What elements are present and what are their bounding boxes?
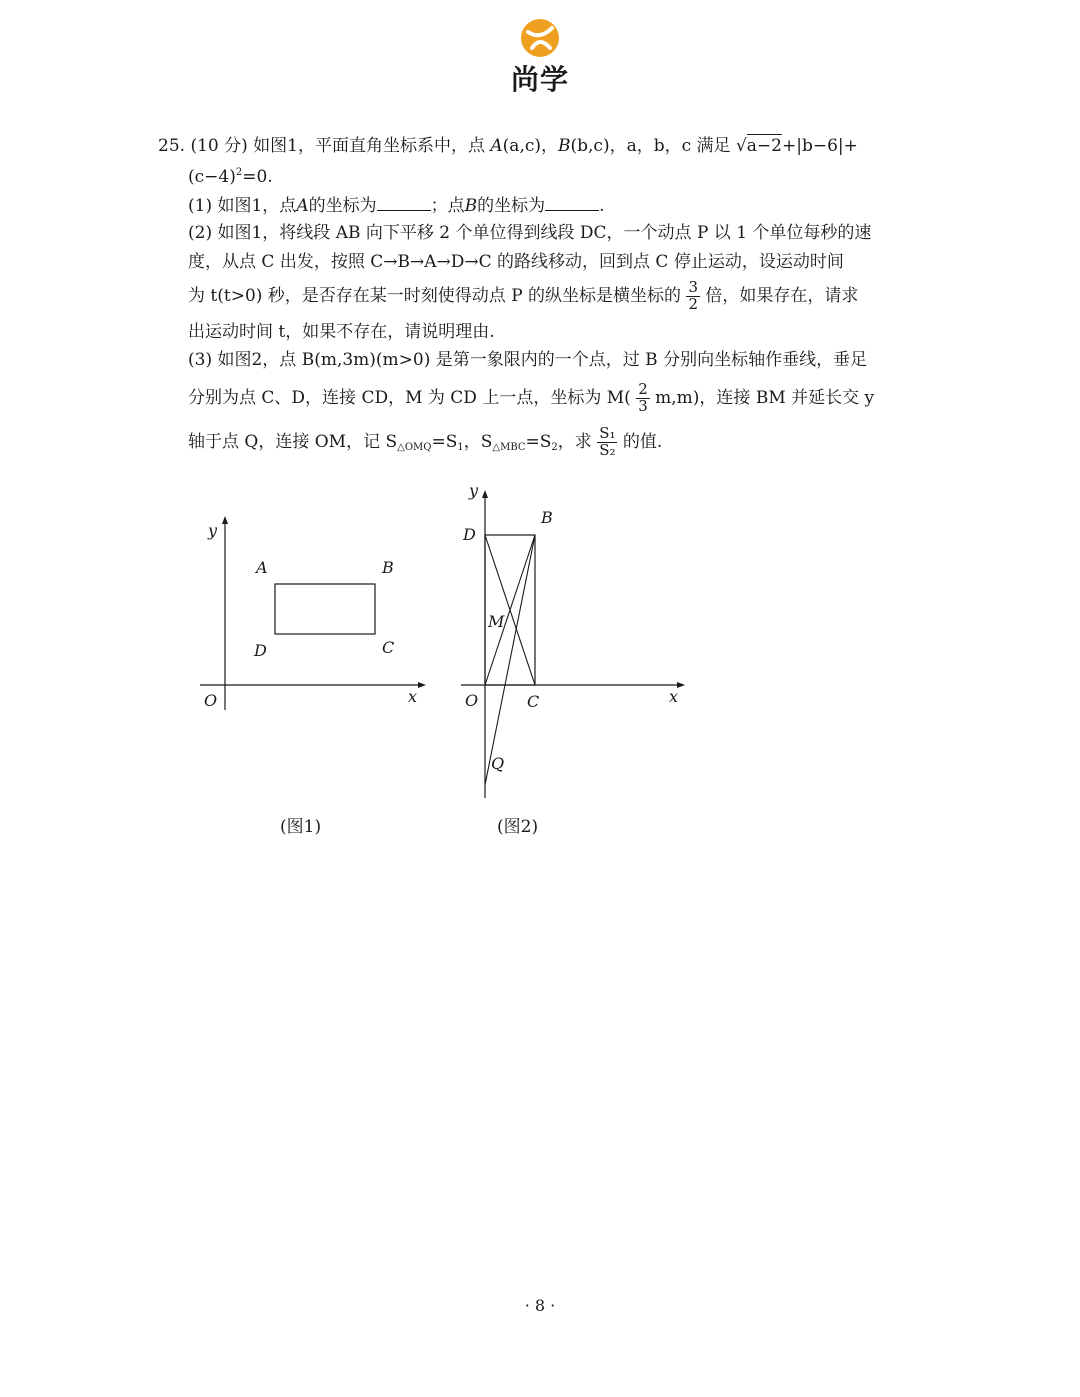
fraction-3-2: $\frac{3}{2}$ [688,278,698,313]
fig2-label-b: B [541,508,553,527]
problem-line-9: 分别为点 C、D，连接 CD，M 为 CD 上一点，坐标为 M( $\frac{2}{3}$ m,m)，连接 BM 并延长交 y [188,380,875,415]
fig1-rectangle-abcd [275,584,375,634]
fig1-label-a: A [256,558,268,577]
fig2-label-x: x [669,687,679,706]
fig1-label-y: y [208,521,218,540]
page-number: · 8 · [524,1296,556,1315]
logo-emblem-icon [518,18,562,58]
fig1-x-arrow-icon [418,682,426,688]
fig1-label-o: O [204,691,218,710]
figure-2 [455,480,695,805]
problem-line-1: 25. (10 分) 如图1，平面直角坐标系中，点 A(a,c)，B(b,c)，a，b，c 满足 √a−2+|b−6|+ [158,136,858,156]
fig1-label-x: x [408,687,418,706]
figure-2-caption: (图2) [497,817,539,837]
fig2-x-arrow-icon [677,682,685,688]
fig1-label-b: B [382,558,394,577]
problem-line-8: (3) 如图2，点 B(m,3m)(m>0) 是第一象限内的一个点，过 B 分别向坐标轴作垂线，垂足 [188,350,868,370]
answer-blank-a[interactable] [377,196,431,211]
problem-line-5: 度，从点 C 出发，按照 C→B→A→D→C 的路线移动，回到点 C 停止运动，设运动时间 [188,252,844,272]
problem-number: 25. [158,136,186,156]
logo-text: 尚学 [510,63,569,96]
fraction-2-3: $\frac{2}{3}$ [638,380,648,415]
fig2-label-d: D [463,525,476,544]
fig2-label-q: Q [491,754,505,773]
problem-line-7: 出运动时间 t，如果不存在，请说明理由. [188,322,495,342]
fig2-label-o: O [465,691,479,710]
fig2-label-c: C [527,692,540,711]
fig2-label-y: y [469,481,479,500]
problem-line-4: (2) 如图1，将线段 AB 向下平移 2 个单位得到线段 DC，一个动点 P 以 1 个单位每秒的速 [188,223,872,243]
figure-1-caption: (图1) [280,817,322,837]
fraction-s1-s2: $\frac{\text{S₁}}{\text{S₂}}$ [599,424,616,459]
answer-blank-b[interactable] [545,196,599,211]
fig1-label-c: C [382,638,395,657]
fig2-line-bq [485,535,535,785]
problem-line-3: (1) 如图1，点A的坐标为 ；点B的坐标为 . [188,196,605,216]
fig1-y-arrow-icon [222,516,228,524]
problem-line-10: 轴于点 Q，连接 OM，记 $S_{\triangle OMQ}=S_1$，$S_{\triangle MBC}=S_2$，求 $\frac{\text{S₁}}{\text{S₂}}$ 的值. [188,424,663,459]
fig2-label-m: M [488,612,505,631]
figure-1 [190,510,440,720]
problem-line-2: $(c-4)^2=0$. [188,167,273,187]
fig2-y-arrow-icon [482,490,488,498]
problem-line-6: 为 t(t>0) 秒，是否存在某一时刻使得动点 P 的纵坐标是横坐标的 $\frac{3}{2}$ 倍，如果存在，请求 [188,278,859,313]
logo [500,18,580,94]
fig1-label-d: D [254,641,267,660]
